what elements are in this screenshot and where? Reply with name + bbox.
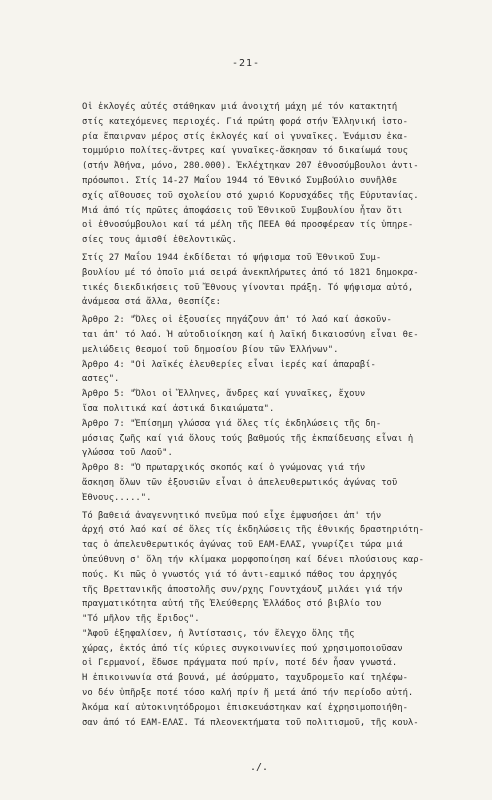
- text-line: ρία ἔπαιρναν μέρος στίς ἐκλογές καί οἱ γυναῖκες. Ἑνάμισυ ἑκα-: [82, 131, 408, 142]
- text-line: μόσιας ζωῆς καί γιά ὅλους τούς βαθμούς τῆς ἐκπαίδευσης εἶναι ἡ: [82, 433, 414, 444]
- text-line: στίς κατεχόμενες περιοχές. Γιά πρώτη φορά στήν Ἑλληνική ἱστο-: [82, 116, 408, 127]
- text-line: πρόσωποι. Στίς 14-27 Μαΐου 1944 τό Ἐθνικό Συμβούλιο συνῆλθε: [82, 175, 398, 186]
- text-line: "Ἀφοῦ ἐξηφαλίσεν, ἡ Ἀντίστασις, τόν ἔλεγχο ὅλης τῆς: [82, 628, 355, 639]
- text-line: αστες".: [82, 374, 120, 385]
- text-line: ἴσα πολιτικά καί ἀστικά δικαιώματα".: [82, 403, 275, 414]
- text-line: Ἄρθρο 2: "Ὅλες οἱ ἐξουσίες πηγάζουν ἀπ' τό λαό καί ἀσκοῦν-: [82, 315, 392, 326]
- text-line: ἄσκηση ὅλων τῶν ἐξουσιῶν εἶναι ὁ ἀπελευθερωτικός ἀγώνας τοῦ: [82, 477, 398, 488]
- text-line: πραγματικότητα αὐτή τῆς Ἐλεύθερης Ἑλλάδος στό βιβλίο του: [82, 599, 382, 610]
- text-line: Ἀκόμα καί αὐτοκινητόδρομοι ἐπισκευάστηκαν καί ἐχρησιμοποιήθη-: [82, 702, 408, 713]
- body-text: [82, 100, 462, 730]
- text-line: βουλίου μέ τό ὁποῖο μιά σειρά ἀνεκπλήρωτες ἀπό τό 1821 δημοκρα-: [82, 267, 419, 278]
- text-line: Ἡ ἐπικοινωνία στά βουνά, μέ ἀσύρματο, ταχυδρομεῖο καί τηλέφω-: [82, 673, 408, 684]
- text-line: Οἱ ἐκλογές αὐτές στάθηκαν μιά ἀνοιχτή μάχη μέ τόν κατακτητή: [82, 102, 398, 112]
- text-line: Ἄρθρο 4: "Οἱ λαϊκές ἐλευθερίες εἶναι ἱερές καί ἀπαραβί-: [82, 359, 376, 370]
- text-line: ἀρχή στό λαό καί σέ ὅλες τίς ἐκδηλώσεις τῆς ἐθνικής δραστηριότη-: [82, 525, 424, 536]
- text-line: σίες τους ἀμισθί ἐθελοντικῶς.: [82, 235, 237, 246]
- page-number: -21-: [231, 58, 261, 69]
- text-line: ται ἀπ' τό λαό. Ἡ αὐτοδιοίκηση καί ἡ λαϊκή δικαιοσύνη εἶναι θε-: [82, 329, 419, 340]
- text-line: τῆς Βρεττανικῆς ἀποστολῆς συν/ρχης Γουντχάουζ μιλάει γιά τήν: [82, 584, 403, 595]
- text-line: Ἄρθρο 5: "Ὅλοι οἱ Ἕλληνες, ἄνδρες καί γυναῖκες, ἔχουν: [82, 389, 366, 400]
- text-line: Στίς 27 Μαΐου 1944 ἐκδίδεται τό ψήφισμα τοῦ Ἐθνικοῦ Συμ-: [82, 252, 382, 263]
- text-line: τας ὁ ἀπελευθερωτικός ἀγώνας τοῦ ΕΑΜ-ΕΛΑΣ, γνωρίζει τώρα μιά: [82, 540, 403, 551]
- text-line: (στήν Ἀθήνα, μόνο, 280.000). Ἐκλέχτηκαν 207 ἐθνοσύμβουλοι ἀντι-: [82, 161, 419, 172]
- text-line: οἱ ἐθνοσύμβουλοι καί τά μέλη τῆς ΠΕΕΑ θά προσφέρεαν τίς ὑπηρε-: [82, 220, 414, 231]
- text-line: ὑπεύθυνη σ' ὅλη τήν κλίμακα μορφοποίηση καί δένει πλούσιους καρ-: [82, 554, 424, 565]
- text-line: γλώσσα τοῦ Λαοῦ".: [82, 448, 173, 459]
- text-line: Ἄρθρο 7: "Ἐπίσημη γλώσσα γιά ὅλες τίς ἐκδηλώσεις τῆς δη-: [82, 418, 382, 429]
- text-line: Τό βαθειά ἀναγεννητικό πνεῦμα πού εἶχε ἐμφυσήσει ἀπ' τήν: [82, 510, 382, 521]
- text-line: τικές διεκδικήσεις τοῦ Ἔθνους γίνονται πράξη. Τό ψήφισμα αὐτό,: [82, 282, 414, 293]
- text-line: σχίς αἴθουσες τοῦ σχολείου στό χωριό Κορυσχάδες τῆς Εὐρυτανίας.: [82, 190, 419, 201]
- text-line: χώρας, ἐκτός ἀπό τίς κύριες συγκοινωνίες πού χρησιμοποιοῦσαν: [82, 643, 403, 654]
- text-line: "Τό μῆλον τῆς ἔριδος".: [82, 614, 200, 625]
- text-line: Ἔθνους.....".: [82, 492, 152, 503]
- text-line: Μιά ἀπό τίς πρῶτες ἀποφάσεις τοῦ Ἐθνικοῦ Συμβουλίου ἦταν ὅτι: [82, 205, 403, 216]
- text-line: ἀνάμεσα στά ἄλλα, θεσπίζε:: [82, 297, 221, 308]
- end-mark: ./.: [250, 762, 269, 773]
- text-line: μελιώδεις θεσμοί τοῦ δημοσίου βίου τῶν Ἑλλήνων".: [82, 344, 339, 355]
- text-line: Ἄρθρο 8: "Ὁ πρωταρχικός σκοπός καί ὁ γνώμονας γιά τήν: [82, 463, 366, 474]
- text-line: σαν ἀπό τό ΕΑΜ-ΕΛΑΣ. Τά πλεονεκτήματα τοῦ πολιτισμοῦ, τῆς κουλ-: [82, 717, 419, 728]
- text-line: πούς. Κι πῶς ὁ γνωστός γιά τό ἀντι-εαμικό πάθος του ἀρχηγός: [82, 569, 398, 580]
- text-line: τομμύριο πολίτες-ἄντρες καί γυναῖκες-ἄσκησαν τό δικαίωμά τους: [82, 146, 408, 157]
- text-line: νο δέν ὑπῆρξε ποτέ τόσο καλή πρίν ἤ μετά ἀπό τήν περίοδο αὐτή.: [82, 688, 414, 699]
- text-line: οἱ Γερμανοί, ἔδωσε πράγματα πού πρίν, ποτέ δέν ἦσαν γνωστά.: [82, 658, 398, 669]
